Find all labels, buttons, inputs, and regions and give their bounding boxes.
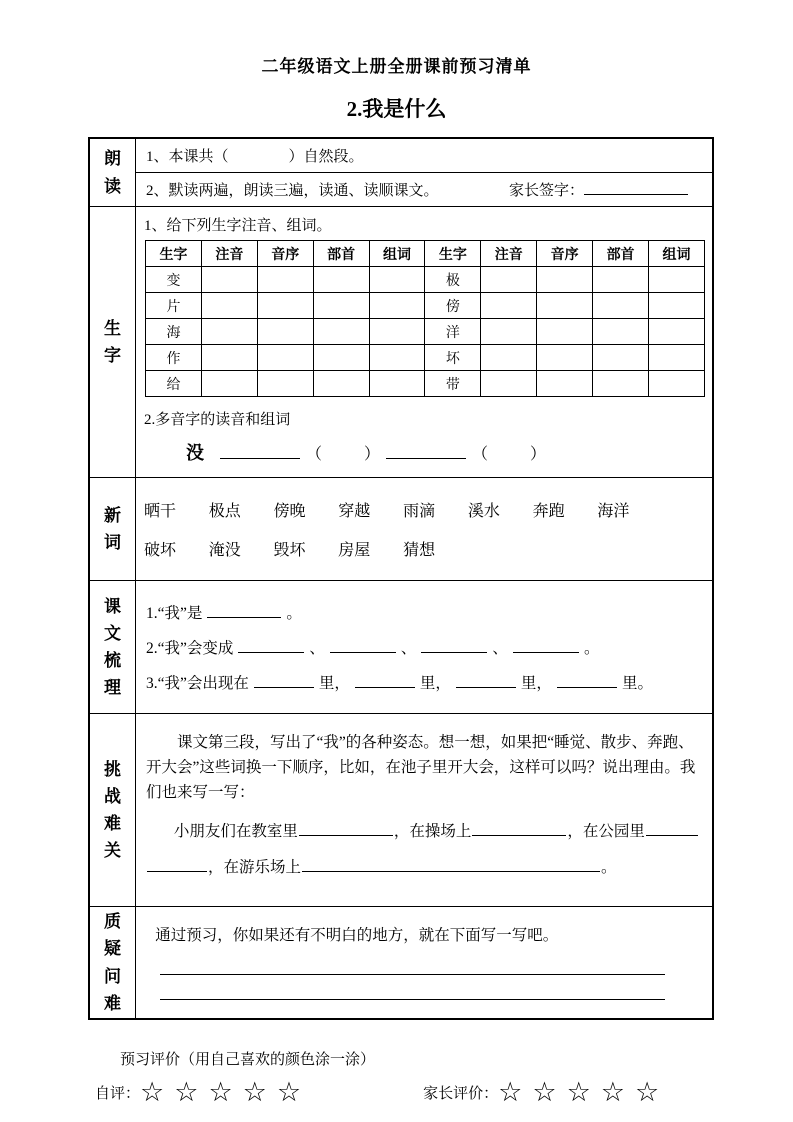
- empty-cell: [593, 345, 649, 371]
- char-table-header: 组词: [649, 241, 705, 267]
- blank-line: [513, 639, 579, 653]
- fill-text: ，在游乐场上: [208, 859, 302, 876]
- section-new-characters: [90, 207, 712, 478]
- lesson-title: 2.我是什么: [346, 97, 447, 121]
- blank-line: [299, 822, 393, 836]
- parent-signature-label: 家长签字：: [508, 183, 584, 199]
- char-table-header: 注音: [481, 241, 537, 267]
- empty-cell: [369, 293, 425, 319]
- empty-cell: [257, 371, 313, 397]
- review-line-3-mid: 里，: [520, 675, 552, 692]
- polyphone-exercise: [186, 439, 704, 465]
- word: 晒干: [144, 503, 177, 520]
- empty-cell: [369, 267, 425, 293]
- char-cell: 极: [425, 267, 481, 293]
- review-line-1: [146, 601, 702, 623]
- parent-signature: [509, 179, 688, 200]
- paren-open: （: [306, 446, 323, 463]
- evaluation-row: [95, 1079, 793, 1106]
- empty-cell: [257, 293, 313, 319]
- paren-close: ）: [364, 446, 381, 463]
- word: 奔跑: [532, 503, 565, 520]
- char-table-instruction: 1、给下列生字注音、组词。: [144, 218, 332, 234]
- empty-cell: [537, 371, 593, 397]
- word: 极点: [208, 503, 241, 520]
- answer-line-1: [160, 974, 665, 975]
- empty-cell: [593, 371, 649, 397]
- empty-cell: [201, 345, 257, 371]
- char-cell: 变: [146, 267, 202, 293]
- empty-cell: [201, 319, 257, 345]
- char-table-header: 生字: [425, 241, 481, 267]
- blank-line: [238, 639, 304, 653]
- review-line-3-mid: 里，: [419, 675, 451, 692]
- char-table-header-row: [146, 241, 705, 267]
- section-label-reading: [90, 139, 136, 206]
- empty-cell: [481, 319, 537, 345]
- char-cell: 带: [425, 371, 481, 397]
- empty-cell: [257, 345, 313, 371]
- blank-line: [421, 639, 487, 653]
- char-cell: 坏: [425, 345, 481, 371]
- char-table-row: [146, 267, 705, 293]
- char-table-row: [146, 319, 705, 345]
- empty-cell: [537, 267, 593, 293]
- fill-text: 小朋友们在教室里: [173, 823, 298, 840]
- star-icon: ☆: [635, 1077, 660, 1108]
- review-line-3-end: 里。: [621, 675, 653, 692]
- char-table-header: 音序: [537, 241, 593, 267]
- char-table-row: [146, 371, 705, 397]
- empty-cell: [257, 267, 313, 293]
- word: 海洋: [597, 503, 630, 520]
- section-questions: [90, 907, 712, 1018]
- separator: 、: [400, 640, 417, 657]
- section-body-reading: [136, 139, 712, 206]
- empty-cell: [649, 267, 705, 293]
- challenge-fill-line-2: [146, 855, 700, 877]
- review-line-2: [146, 636, 702, 658]
- char-cell: 片: [146, 293, 202, 319]
- word: 傍晚: [273, 503, 306, 520]
- section-new-words: [90, 478, 712, 581]
- char-cell: 海: [146, 319, 202, 345]
- star-icon: ☆: [208, 1077, 233, 1108]
- char-table-header: 注音: [201, 241, 257, 267]
- fill-text: 。: [601, 859, 617, 876]
- blank-line: [355, 674, 415, 688]
- empty-cell: [649, 371, 705, 397]
- empty-cell: [593, 267, 649, 293]
- empty-cell: [201, 267, 257, 293]
- character-table: [145, 240, 705, 397]
- empty-cell: [649, 345, 705, 371]
- self-eval-label: 自评：: [95, 1086, 141, 1102]
- star-icon: ☆: [242, 1077, 267, 1108]
- empty-cell: [201, 293, 257, 319]
- star-icon: ☆: [532, 1077, 557, 1108]
- word-line-2: [144, 537, 704, 560]
- reading-task-2-text: 2、默读两遍，朗读三遍，读通、读顺课文。: [146, 183, 439, 199]
- char-table-header: 部首: [313, 241, 369, 267]
- char-cell: 傍: [425, 293, 481, 319]
- paren-close: ）: [530, 446, 547, 463]
- challenge-paragraph: 课文第三段，写出了“我”的各种姿态。想一想，如果把“睡觉、散步、奔跑、开大会”这些词换一下顺序，比如，在池子里开大会，这样可以吗？说出理由。我们也来写一写：: [146, 734, 696, 801]
- char-table-header: 组词: [369, 241, 425, 267]
- blank-line: [584, 181, 688, 195]
- empty-cell: [313, 319, 369, 345]
- empty-cell: [481, 293, 537, 319]
- review-line-2-end: 。: [583, 640, 600, 657]
- section-label-challenge: [90, 714, 136, 906]
- fill-text: ，在操场上: [393, 823, 472, 840]
- review-line-3: [146, 671, 702, 693]
- empty-cell: [313, 371, 369, 397]
- empty-cell: [369, 371, 425, 397]
- empty-cell: [593, 293, 649, 319]
- empty-cell: [481, 345, 537, 371]
- empty-cell: [593, 319, 649, 345]
- section-text-review: [90, 581, 712, 714]
- section-body-challenge: [136, 714, 712, 906]
- blank-line: [557, 674, 617, 688]
- star-icon: ☆: [276, 1077, 302, 1108]
- empty-cell: [313, 267, 369, 293]
- section-body-new-words: [136, 478, 712, 580]
- review-line-3-mid: 里，: [318, 675, 350, 692]
- section-reading: [90, 139, 712, 207]
- char-table-header: 部首: [593, 241, 649, 267]
- star-icon: ☆: [566, 1077, 591, 1108]
- doc-title: 二年级语文上册全册课前预习清单: [261, 57, 532, 76]
- word: 穿越: [338, 503, 371, 520]
- empty-cell: [201, 371, 257, 397]
- star-icon: ☆: [600, 1077, 625, 1108]
- empty-cell: [369, 319, 425, 345]
- blank-line: [220, 445, 300, 459]
- section-label-new-words: [90, 478, 136, 580]
- star-icon: ☆: [140, 1077, 165, 1108]
- polyphone-title: 2.多音字的读音和组词: [144, 412, 291, 428]
- section-label-text: 质疑问难: [104, 912, 121, 1013]
- empty-cell: [481, 267, 537, 293]
- separator: 、: [309, 640, 325, 657]
- char-cell: 洋: [425, 319, 481, 345]
- blank-line: [254, 674, 314, 688]
- blank-line: [207, 604, 281, 618]
- empty-cell: [537, 293, 593, 319]
- word: 溪水: [467, 503, 500, 520]
- char-table-header: 生字: [146, 241, 202, 267]
- char-table-header: 音序: [257, 241, 313, 267]
- empty-cell: [257, 319, 313, 345]
- section-label-text: 课文梳理: [104, 596, 121, 698]
- empty-cell: [369, 345, 425, 371]
- fill-text: ，在公园里: [567, 823, 645, 840]
- separator: 、: [492, 640, 508, 657]
- review-line-1-end: 。: [286, 605, 302, 622]
- blank-line: [646, 822, 698, 836]
- empty-cell: [481, 371, 537, 397]
- empty-cell: [537, 345, 593, 371]
- section-body-text-review: [136, 581, 712, 713]
- section-label-text: 挑战难关: [104, 759, 121, 861]
- section-body-new-characters: [136, 207, 712, 477]
- section-label-questions: [90, 907, 136, 1018]
- section-label-text-review: [90, 581, 136, 713]
- blank-line: [147, 858, 207, 872]
- section-body-questions: [136, 907, 712, 1018]
- challenge-fill-line-1: [146, 819, 700, 841]
- section-label-text: 新词: [104, 505, 121, 552]
- word: 猜想: [403, 542, 436, 559]
- reading-task-2: [136, 173, 712, 206]
- blank-line: [386, 445, 466, 459]
- empty-cell: [313, 345, 369, 371]
- empty-cell: [649, 293, 705, 319]
- char-cell: 作: [146, 345, 202, 371]
- evaluation-title: 预习评价（用自己喜欢的颜色涂一涂）: [120, 1052, 376, 1068]
- word-line-1: [144, 498, 704, 521]
- section-label-text: 朗读: [104, 149, 121, 196]
- review-line-3-text: 3.“我”会出现在: [146, 675, 249, 692]
- char-cell: 给: [146, 371, 202, 397]
- review-line-1-text: 1.“我”是: [146, 605, 203, 622]
- blank-line: [302, 858, 600, 872]
- answer-line-2: [160, 999, 665, 1000]
- worksheet-table: [88, 137, 714, 1020]
- empty-cell: [649, 319, 705, 345]
- section-label-new-characters: [90, 207, 136, 477]
- section-label-text: 生字: [104, 318, 121, 365]
- question-prompt: 通过预习，你如果还有不明白的地方，就在下面写一写吧。: [155, 927, 559, 944]
- blank-line: [330, 639, 396, 653]
- word: 房屋: [338, 542, 371, 559]
- review-line-2-text: 2.“我”会变成: [146, 640, 234, 657]
- word: 毁坏: [273, 542, 306, 559]
- empty-cell: [313, 293, 369, 319]
- star-icon: ☆: [174, 1077, 199, 1108]
- char-table-row: [146, 345, 705, 371]
- char-table-row: [146, 293, 705, 319]
- polyphone-char: 没: [186, 443, 204, 463]
- blank-line: [472, 822, 566, 836]
- empty-cell: [537, 319, 593, 345]
- parent-eval-label: 家长评价：: [423, 1086, 499, 1102]
- section-challenge: [90, 714, 712, 907]
- paren-open: （: [472, 446, 489, 463]
- word: 破坏: [144, 542, 177, 559]
- blank-line: [456, 674, 516, 688]
- word: 淹没: [208, 542, 241, 559]
- reading-task-1: 1、本课共（ ）自然段。: [136, 139, 712, 173]
- star-icon: ☆: [498, 1077, 523, 1108]
- word: 雨滴: [403, 503, 436, 520]
